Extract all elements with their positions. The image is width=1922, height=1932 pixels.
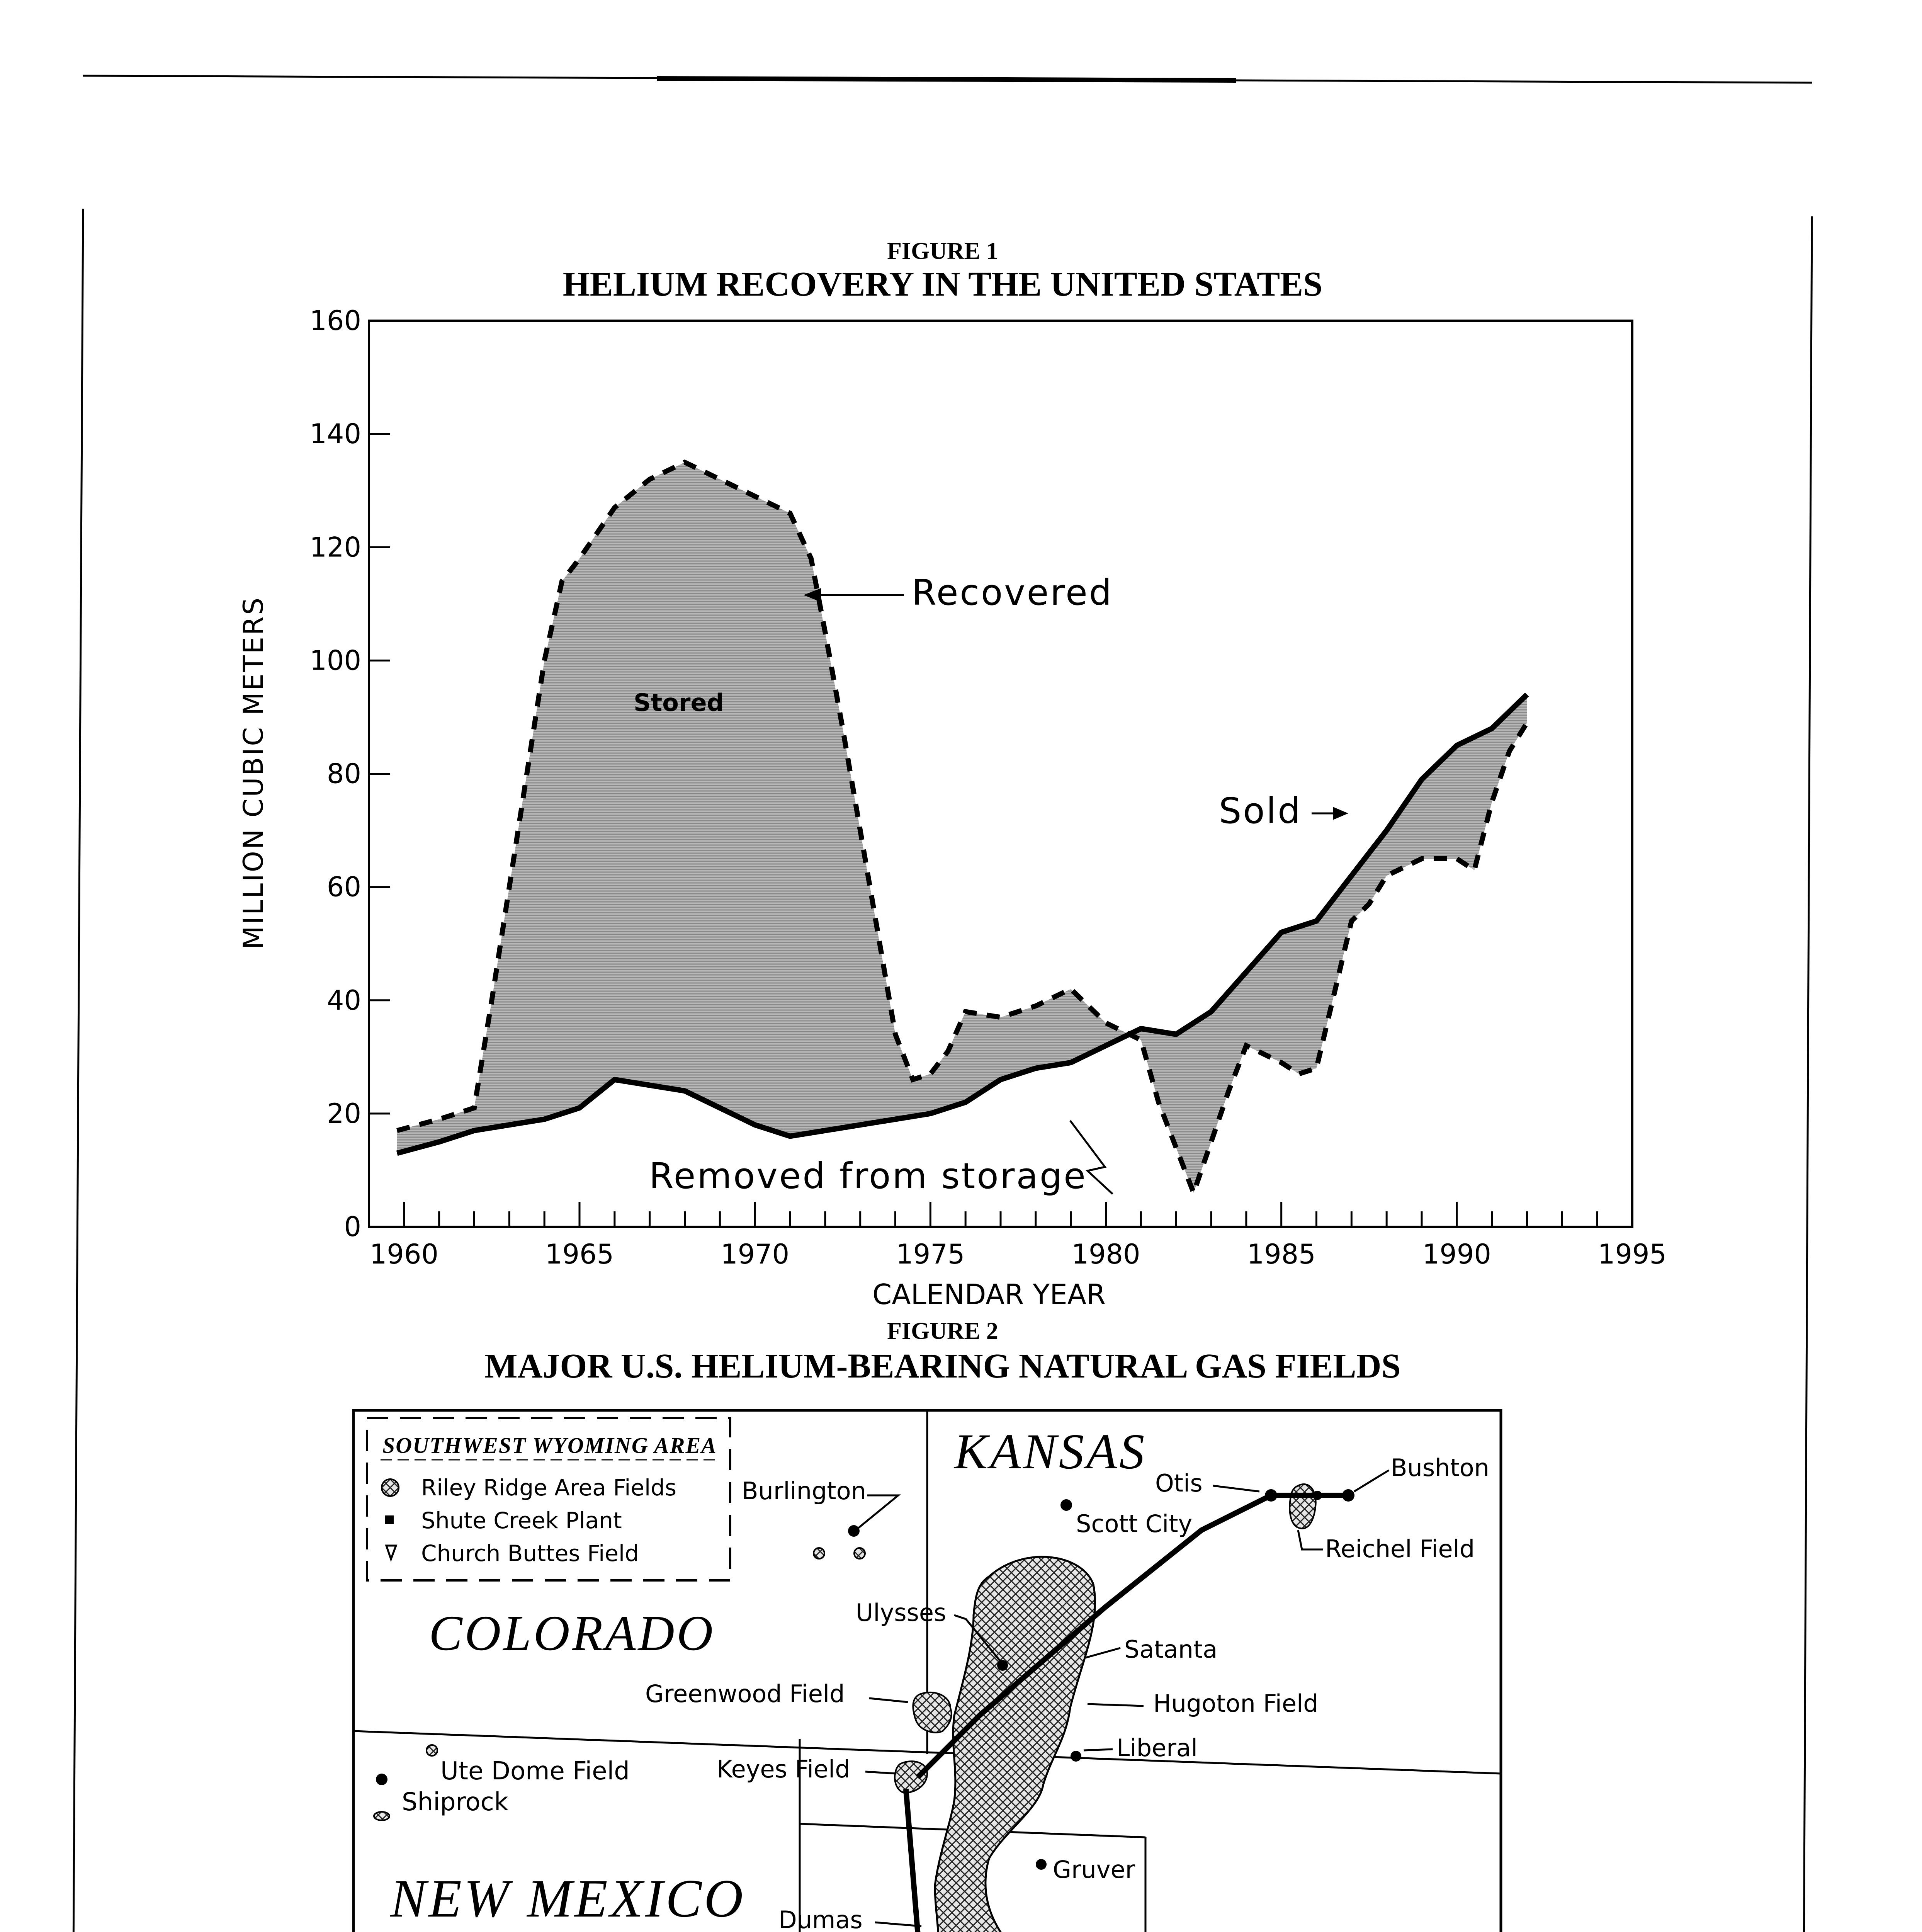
reichel-field bbox=[1290, 1484, 1316, 1529]
figure-1-title: HELIUM RECOVERY IN THE UNITED STATES bbox=[562, 265, 1323, 303]
top-rule-thick bbox=[657, 78, 1236, 80]
figure-2-title: MAJOR U.S. HELIUM-BEARING NATURAL GAS FIELDS bbox=[484, 1347, 1401, 1385]
place-hugoton: Hugoton Field bbox=[1153, 1689, 1319, 1718]
x-tick-label: 1990 bbox=[1422, 1238, 1491, 1270]
gruver-dot bbox=[1036, 1859, 1047, 1870]
state-new-mexico: NEW MEXICO bbox=[390, 1869, 746, 1929]
keyes-pointer bbox=[865, 1772, 896, 1774]
shiprock-dot bbox=[376, 1774, 387, 1785]
place-bushton: Bushton bbox=[1391, 1454, 1489, 1482]
otis-dot bbox=[1265, 1489, 1277, 1502]
removed-annotation: Removed from storage bbox=[649, 1155, 1087, 1197]
bushton-dot-2 bbox=[1313, 1491, 1322, 1500]
x-axis-label: CALENDAR YEAR bbox=[872, 1278, 1106, 1311]
pipeline-south bbox=[906, 1789, 927, 1932]
inset-item-shute: Shute Creek Plant bbox=[421, 1507, 622, 1534]
place-ute-dome: Ute Dome Field bbox=[440, 1757, 630, 1786]
y-tick-label: 140 bbox=[309, 418, 361, 450]
figure-1-label: FIGURE 1 bbox=[887, 238, 998, 264]
x-tick-label: 1995 bbox=[1597, 1238, 1667, 1270]
state-kansas: KANSAS bbox=[954, 1424, 1147, 1480]
figure-2 bbox=[353, 1318, 1501, 1932]
place-dumas: Dumas bbox=[778, 1906, 863, 1932]
y-tick-label: 40 bbox=[326, 984, 361, 1016]
stored-annotation: Stored bbox=[634, 689, 724, 717]
hugoton-pointer bbox=[1088, 1704, 1144, 1706]
y-tick-label: 60 bbox=[326, 871, 361, 903]
liberal-pointer bbox=[1084, 1749, 1113, 1750]
reichel-pointer bbox=[1298, 1530, 1323, 1549]
place-scott-city: Scott City bbox=[1076, 1510, 1193, 1538]
place-ulysses: Ulysses bbox=[856, 1599, 947, 1627]
bushton-dot bbox=[1342, 1489, 1354, 1502]
place-gruver: Gruver bbox=[1053, 1855, 1135, 1884]
place-keyes: Keyes Field bbox=[717, 1755, 850, 1783]
y-tick-label: 20 bbox=[326, 1097, 361, 1129]
ute-dome-icon bbox=[427, 1745, 437, 1756]
left-margin-rule bbox=[71, 209, 83, 1932]
x-axis bbox=[369, 1202, 1667, 1270]
state-colorado: COLORADO bbox=[429, 1605, 715, 1661]
x-tick-label: 1960 bbox=[369, 1238, 438, 1270]
place-otis: Otis bbox=[1155, 1469, 1203, 1497]
y-tick-label: 120 bbox=[309, 531, 361, 563]
inset-item-riley: Riley Ridge Area Fields bbox=[421, 1475, 677, 1501]
x-tick-label: 1985 bbox=[1247, 1238, 1316, 1270]
inset-item-church: Church Buttes Field bbox=[421, 1540, 639, 1566]
place-reichel: Reichel Field bbox=[1325, 1535, 1475, 1563]
scott-city-dot bbox=[1060, 1499, 1072, 1511]
y-tick-label: 80 bbox=[326, 758, 361, 790]
y-tick-label: 100 bbox=[309, 645, 361, 677]
y-tick-label: 160 bbox=[309, 305, 361, 337]
riley-ridge-icon bbox=[382, 1479, 399, 1496]
sold-arrowhead bbox=[1333, 807, 1348, 820]
inset-title: SOUTHWEST WYOMING AREA bbox=[382, 1433, 717, 1458]
x-tick-label: 1970 bbox=[721, 1238, 790, 1270]
sold-annotation: Sold bbox=[1219, 790, 1302, 832]
border-red-river bbox=[1145, 1837, 1337, 1932]
x-tick-label: 1975 bbox=[896, 1238, 965, 1270]
y-tick-label: 0 bbox=[344, 1211, 361, 1243]
place-greenwood: Greenwood Field bbox=[645, 1680, 845, 1708]
greenwood-field bbox=[913, 1692, 951, 1733]
shute-creek-icon bbox=[385, 1515, 394, 1524]
place-burlington: Burlington bbox=[742, 1477, 866, 1505]
satanta-pointer bbox=[1086, 1648, 1120, 1658]
liberal-dot bbox=[1071, 1751, 1081, 1762]
ute-icon-a bbox=[814, 1548, 824, 1559]
figure-2-label: FIGURE 2 bbox=[887, 1318, 998, 1344]
place-satanta: Satanta bbox=[1124, 1635, 1218, 1663]
recovered-annotation: Recovered bbox=[912, 572, 1113, 613]
shiprock-field-icon bbox=[374, 1812, 389, 1820]
otis-pointer bbox=[1213, 1486, 1259, 1492]
greenwood-pointer bbox=[869, 1698, 908, 1702]
x-tick-label: 1980 bbox=[1071, 1238, 1140, 1270]
burlington-dot bbox=[848, 1525, 860, 1537]
place-shiprock: Shiprock bbox=[402, 1788, 508, 1816]
bushton-pointer bbox=[1354, 1470, 1389, 1492]
right-margin-rule bbox=[1802, 216, 1812, 1932]
place-liberal: Liberal bbox=[1116, 1734, 1198, 1762]
ute-icon-b bbox=[854, 1548, 865, 1559]
ulysses-dot bbox=[997, 1660, 1008, 1671]
x-tick-label: 1965 bbox=[545, 1238, 614, 1270]
figure-1 bbox=[238, 238, 1667, 1311]
y-axis bbox=[309, 305, 390, 1243]
keyes-field bbox=[895, 1761, 927, 1793]
y-axis-label: MILLION CUBIC METERS bbox=[238, 596, 269, 949]
